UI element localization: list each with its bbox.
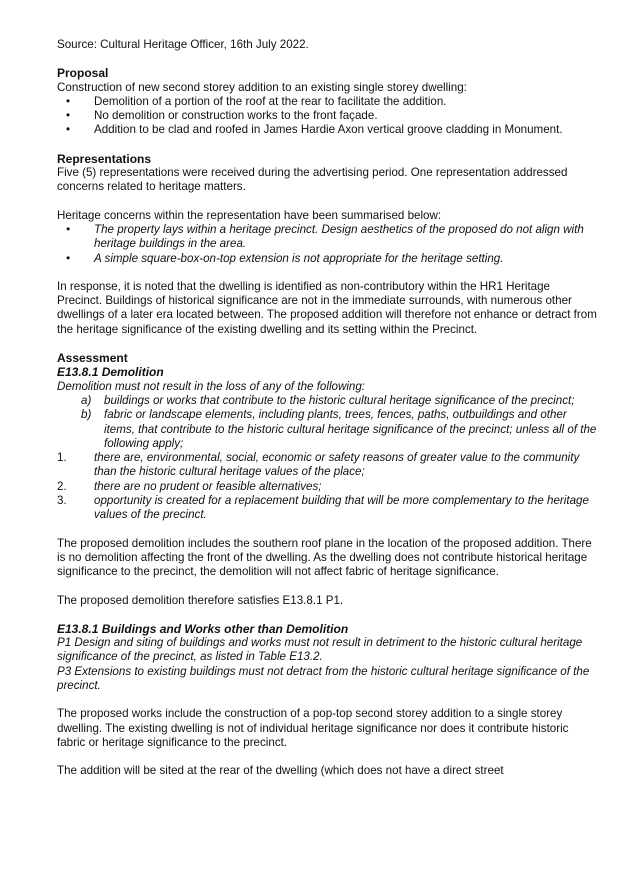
demolition-intro: Demolition must not result in the loss of any of the following: bbox=[57, 379, 366, 393]
response-paragraph: In response, it is noted that the dwelling is identified as non-contributory within the HR1 Heritage Precinct. Buildings of historical significance are not in the immediate surrounds, with numerous other dwellings of a later era located between. The proposed addition will therefore not enhance or detract from the heritage significance of the existing dwelling and its setting within the Precinct. bbox=[57, 279, 597, 336]
list-item: • The property lays within a heritage precinct. Design aesthetics of the proposed do not align with heritage buildings in the area. bbox=[66, 222, 584, 251]
list-item: 3. opportunity is created for a replacement building that will be more complementary to the heritage values of the precinct. bbox=[57, 494, 589, 522]
document-page bbox=[57, 38, 597, 778]
assessment-heading: Assessment bbox=[57, 351, 128, 366]
demolition-conditions-list bbox=[57, 451, 597, 522]
siting-paragraph: The addition will be sited at the rear of the dwelling (which does not have a direct street bbox=[57, 764, 504, 778]
list-item: • No demolition or construction works to the front façade. bbox=[66, 109, 378, 123]
proposal-bullet-list bbox=[57, 95, 597, 138]
demolition-conclusion: The proposed demolition therefore satisfies E13.8.1 P1. bbox=[57, 593, 344, 607]
bullet-icon: • bbox=[66, 222, 71, 236]
source-line: Source: Cultural Heritage Officer, 16th July 2022. bbox=[57, 38, 309, 51]
list-item: a) buildings or works that contribute to the historic cultural heritage significance of the precinct; bbox=[81, 393, 575, 407]
list-item: 2. there are no prudent or feasible alternatives; bbox=[57, 479, 322, 493]
bullet-icon: • bbox=[66, 109, 71, 123]
demolition-assessment-paragraph: The proposed demolition includes the southern roof plane in the location of the proposed addition. There is no demolition affecting the front of the dwelling. As the dwelling does not contribute historical heritage significance to the precinct, the demolition will not affect fabric of heritage significance. bbox=[57, 536, 592, 579]
buildings-assessment-paragraph: The proposed works include the construction of a pop-top second storey addition to a single storey dwelling. The existing dwelling is not of individual heritage significance nor does it contribute historic fabric or heritage significance to the precinct. bbox=[57, 707, 569, 749]
proposal-intro: Construction of new second storey addition to an existing single storey dwelling: bbox=[57, 80, 467, 94]
representations-paragraph: Five (5) representations were received during the advertising period. One representation addressed concerns related to heritage matters. bbox=[57, 166, 568, 194]
bullet-icon: • bbox=[66, 123, 71, 137]
list-item: • Demolition of a portion of the roof at the rear to facilitate the addition. bbox=[66, 94, 447, 108]
bullet-icon: • bbox=[66, 94, 71, 108]
list-item: • Addition to be clad and roofed in James Hardie Axon vertical groove cladding in Monument. bbox=[66, 123, 563, 137]
representations-summary-intro: Heritage concerns within the representation have been summarised below: bbox=[57, 208, 442, 222]
performance-criterion-p1: P1 Design and siting of buildings and works must not result in detriment to the historic cultural heritage significance of the precinct, as listed in Table E13.2. bbox=[57, 636, 583, 664]
list-item: • A simple square-box-on-top extension is not appropriate for the heritage setting. bbox=[66, 251, 504, 265]
representations-heading: Representations bbox=[57, 151, 152, 166]
performance-criterion-p3: P3 Extensions to existing buildings must not detract from the historic cultural heritage significance of the precinct. bbox=[57, 664, 590, 692]
concerns-bullet-list bbox=[57, 223, 597, 266]
list-item: 1. there are, environmental, social, economic or safety reasons of greater value to the community than the historic cultural heritage values of the place; bbox=[57, 451, 580, 479]
buildings-works-subheading: E13.8.1 Buildings and Works other than Demolition bbox=[57, 621, 349, 636]
bullet-icon: • bbox=[66, 251, 71, 265]
list-item: b) fabric or landscape elements, including plants, trees, fences, paths, outbuildings and other items, that contribute to the historic cultural heritage significance of the precinct; unless all of the following apply; bbox=[81, 408, 597, 450]
proposal-heading: Proposal bbox=[57, 66, 109, 81]
demolition-subheading: E13.8.1 Demolition bbox=[57, 365, 164, 380]
